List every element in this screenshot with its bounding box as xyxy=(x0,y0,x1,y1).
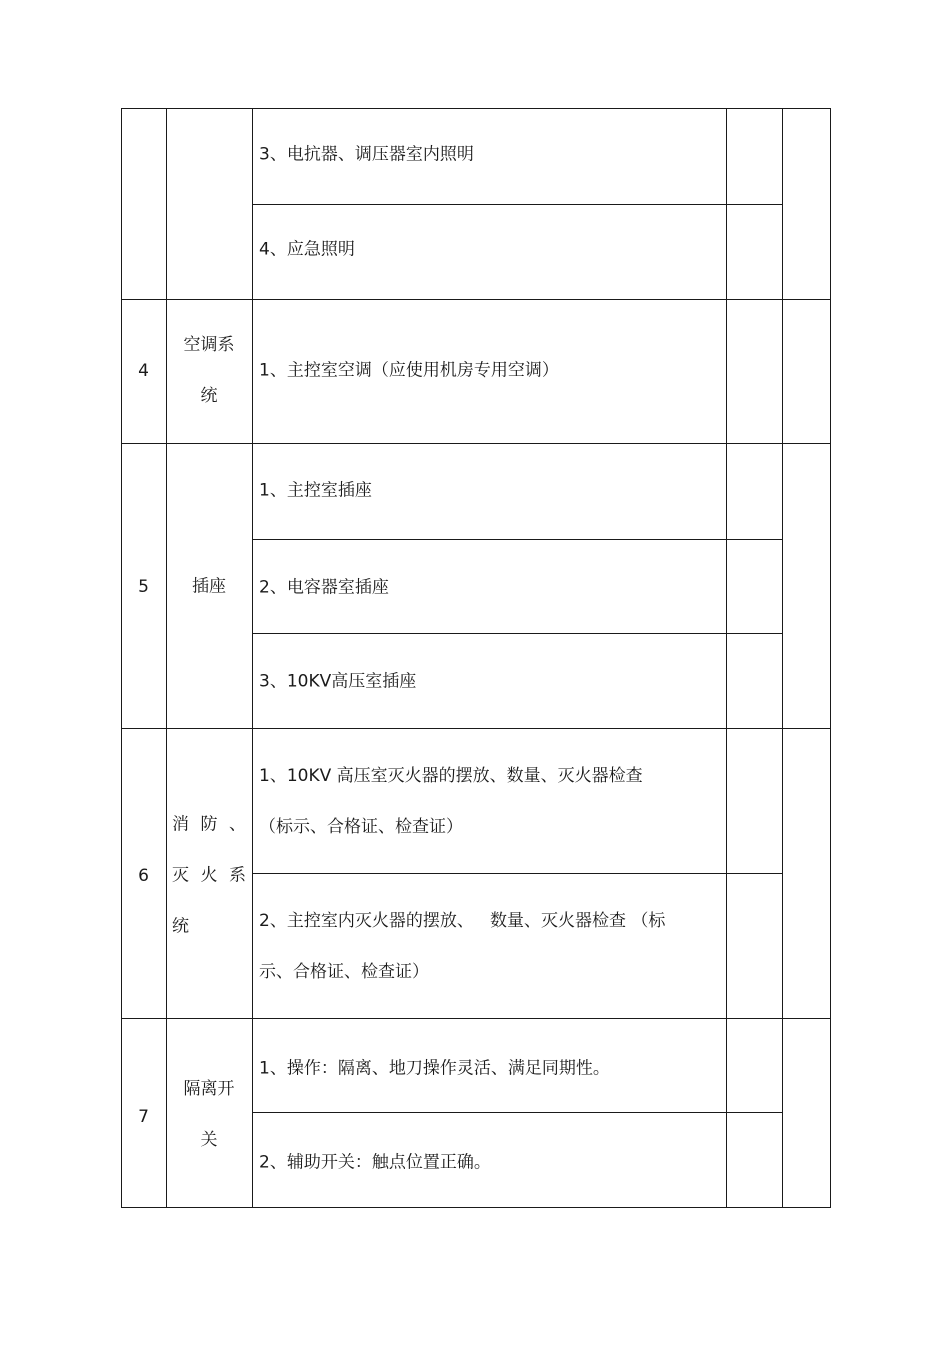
row-number: 7 xyxy=(138,1107,149,1127)
col-divider-item xyxy=(726,109,727,1207)
table-cell-item xyxy=(259,466,719,517)
category-text: 消 防 、 xyxy=(172,814,246,835)
category-text: 隔离开 xyxy=(183,1079,235,1099)
category-text: 空调系 xyxy=(183,335,235,355)
subrow-separator xyxy=(252,539,783,540)
row-category xyxy=(172,320,246,422)
table-cell-item xyxy=(259,1044,719,1095)
item-text: 2、主控室内灭火器的摆放、 数量、灭火器检查 （标 xyxy=(259,911,666,931)
item-text: 3、电抗器、调压器室内照明 xyxy=(259,144,474,165)
category-text: 插座 xyxy=(192,576,226,597)
item-text: 1、10KV 高压室灭火器的摆放、数量、灭火器检查 xyxy=(259,766,643,786)
row-category xyxy=(172,1064,246,1166)
subrow-separator xyxy=(252,873,783,874)
col-divider-number xyxy=(166,109,167,1207)
row-category xyxy=(172,800,246,953)
group-separator xyxy=(122,443,830,444)
group-separator xyxy=(122,299,830,300)
table-cell-item xyxy=(259,1138,719,1189)
row-category xyxy=(172,562,246,613)
subrow-separator xyxy=(252,204,783,205)
table-cell-item xyxy=(259,751,719,853)
item-text: 1、操作：隔离、地刀操作灵活、满足同期性。 xyxy=(259,1058,610,1079)
subrow-separator xyxy=(252,1112,783,1113)
item-text: 1、主控室空调（应使用机房专用空调） xyxy=(259,360,559,381)
table-cell-item xyxy=(259,346,719,397)
row-number: 6 xyxy=(138,866,149,886)
item-text: 1、主控室插座 xyxy=(259,480,372,501)
table-cell-item xyxy=(259,130,719,181)
group-separator xyxy=(122,728,830,729)
table-cell-item xyxy=(259,225,719,276)
item-text: 2、辅助开关：触点位置正确。 xyxy=(259,1152,491,1173)
item-text: 3、10KV高压室插座 xyxy=(259,671,417,692)
table-cell-item xyxy=(259,896,719,998)
category-text: 灭 火 系 xyxy=(172,865,246,886)
category-text: 统 xyxy=(200,386,218,406)
item-text: 示、合格证、检查证） xyxy=(259,962,429,982)
item-text: 2、电容器室插座 xyxy=(259,577,389,598)
row-number: 5 xyxy=(138,577,149,597)
subrow-separator xyxy=(252,633,783,634)
item-text: 4、应急照明 xyxy=(259,239,355,260)
table-cell-item xyxy=(259,563,719,614)
item-text: （标示、合格证、检查证） xyxy=(259,817,463,837)
col-divider-category xyxy=(252,109,253,1207)
category-text: 关 xyxy=(200,1130,218,1150)
col-divider-result xyxy=(782,109,783,1207)
group-separator xyxy=(122,1018,830,1019)
category-text: 统 xyxy=(172,916,189,937)
table-cell-item xyxy=(259,657,719,708)
row-number: 4 xyxy=(138,361,149,381)
